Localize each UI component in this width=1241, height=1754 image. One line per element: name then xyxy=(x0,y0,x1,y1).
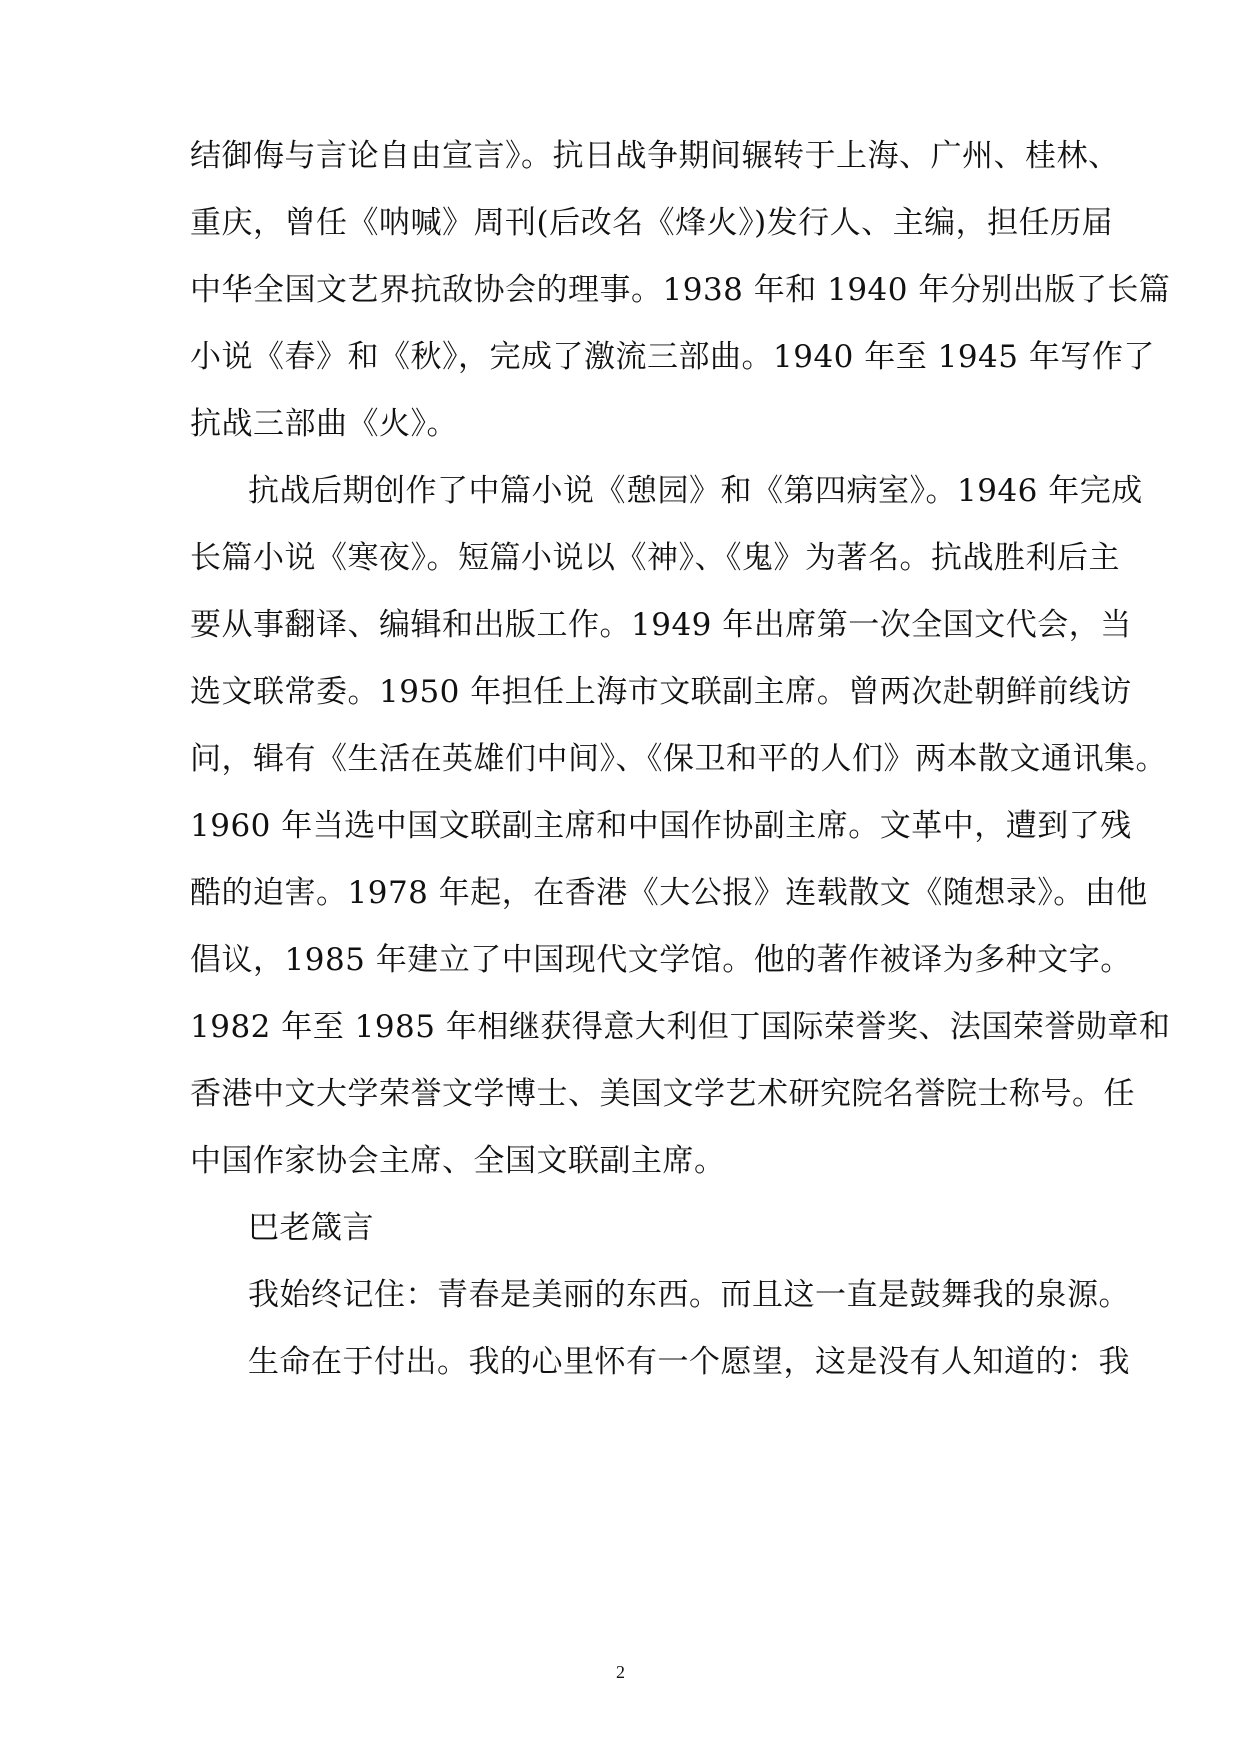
section-heading: 巴老箴言 xyxy=(248,1210,374,1246)
text-line: 香港中文大学荣誉文学博士、美国文学艺术研究院名誉院士称号。任 xyxy=(190,1076,1135,1112)
text-line: 倡议，1985 年建立了中国现代文学馆。他的著作被译为多种文字。 xyxy=(190,942,1132,978)
page-number: 2 xyxy=(616,1662,625,1682)
text-line: 小说《春》和《秋》，完成了激流三部曲。1940 年至 1945 年写作了 xyxy=(190,339,1155,375)
text-line: 1982 年至 1985 年相继获得意大利但丁国际荣誉奖、法国荣誉勋章和 xyxy=(190,1009,1171,1045)
text-line: 选文联常委。1950 年担任上海市文联副主席。曾两次赴朝鲜前线访 xyxy=(190,674,1132,710)
text-line: 抗战后期创作了中篇小说《憩园》和《第四病室》。1946 年完成 xyxy=(248,473,1143,509)
text-line: 1960 年当选中国文联副主席和中国作协副主席。文革中，遭到了残 xyxy=(190,808,1132,844)
text-line: 重庆，曾任《呐喊》周刊(后改名《烽火》)发行人、主编，担任历届 xyxy=(190,205,1114,241)
text-line: 结御侮与言论自由宣言》。抗日战争期间辗转于上海、广州、桂林、 xyxy=(190,138,1120,174)
text-line: 抗战三部曲《火》。 xyxy=(190,406,458,442)
text-line: 我始终记住：青春是美丽的东西。而且这一直是鼓舞我的泉源。 xyxy=(248,1277,1130,1313)
text-line: 问，辑有《生活在英雄们中间》、《保卫和平的人们》两本散文通讯集。 xyxy=(190,741,1167,777)
text-line: 要从事翻译、编辑和出版工作。1949 年出席第一次全国文代会，当 xyxy=(190,607,1132,643)
text-line: 中国作家协会主席、全国文联副主席。 xyxy=(190,1143,726,1179)
text-line: 酷的迫害。1978 年起，在香港《大公报》连载散文《随想录》。由他 xyxy=(190,875,1148,911)
text-line: 中华全国文艺界抗敌协会的理事。1938 年和 1940 年分别出版了长篇 xyxy=(190,272,1171,308)
text-line: 生命在于付出。我的心里怀有一个愿望，这是没有人知道的：我 xyxy=(248,1344,1130,1380)
text-line: 长篇小说《寒夜》。短篇小说以《神》、《鬼》为著名。抗战胜利后主 xyxy=(190,540,1120,576)
